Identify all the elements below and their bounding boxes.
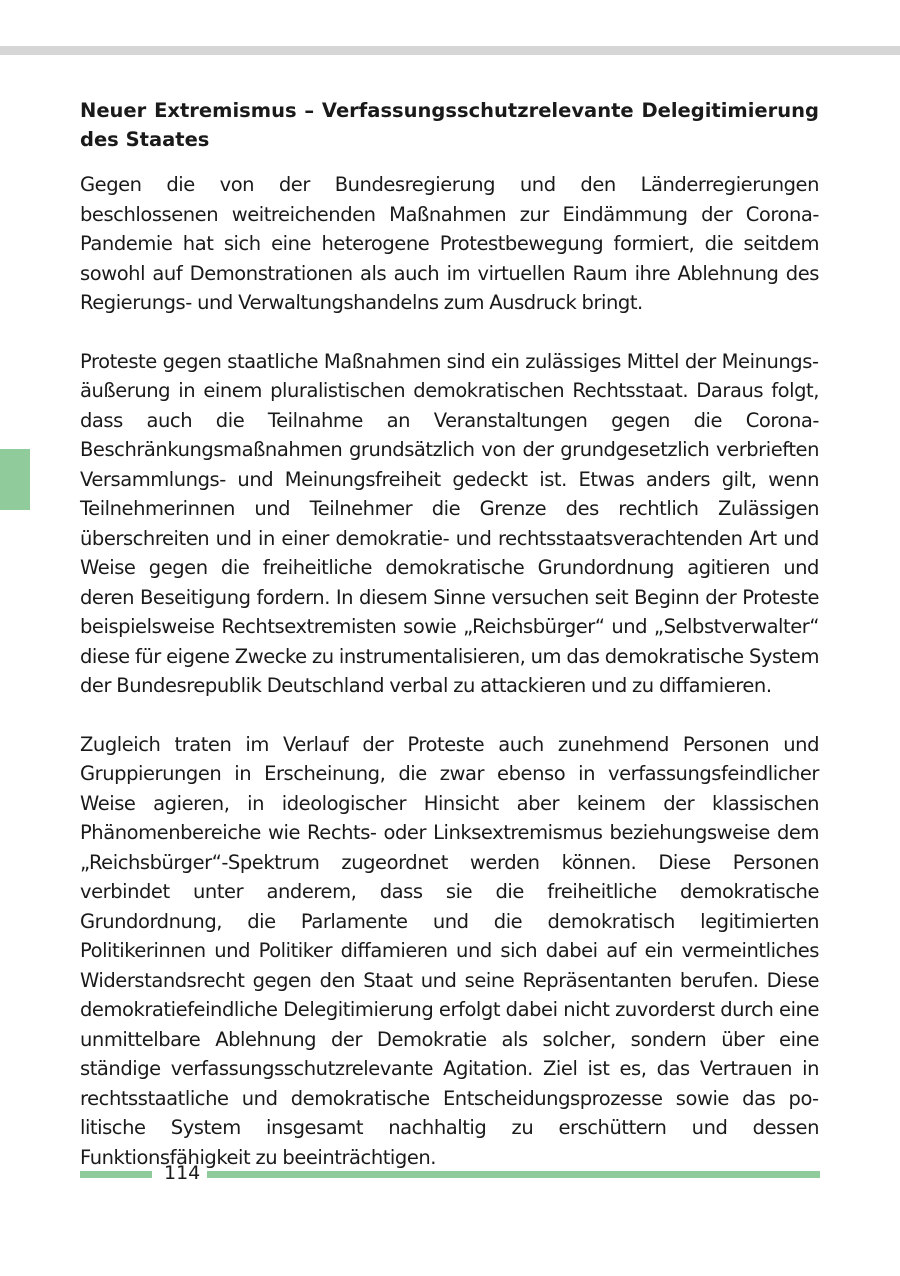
paragraph-2: Proteste gegen staatliche Maßnahmen sind ein zulässiges Mittel der Meinungsäußerung in einem pluralistischen demokratischen Rechtsstaat. Daraus folgt, dass auch die Teilnahme an Veranstaltungen gegen die Corona-Beschränkungsmaßnahmen grundsätzlich von der grundgesetzlich verbrieften Versammlungs- und Meinungsfreiheit gedeckt ist. Etwas anders gilt, wenn Teilnehmerinnen und Teilnehmer die Grenze des rechtlich Zulässigen überschreiten und in einer demokratie- und rechtsstaatsverachtenden Art und Weise gegen die freiheitliche demokratische Grundordnung agitieren und deren Beseitigung fordern. In diesem Sinne versuchen seit Beginn der Proteste beispielsweise Rechtsextremisten sowie „Reichsbürger“ und „Selbstverwalter“ diese für eigene Zwecke zu instrumentalisieren, um das demokratische System der Bundesrepublik Deutschland verbal zu attackieren und zu diffamieren. bbox=[80, 349, 819, 697]
page-footer bbox=[80, 1161, 820, 1185]
page-number: 114 bbox=[164, 1162, 201, 1184]
page-content bbox=[80, 96, 819, 1172]
footer-bar-left bbox=[80, 1171, 152, 1178]
top-rule bbox=[0, 46, 900, 55]
paragraph-1: Gegen die von der Bundesregierung und den Länderregierungen beschlossenen weitreichenden Maßnahmen zur Eindämmung der Corona-Pandemie hat sich eine heterogene Protestbewegung formiert, die seitdem sowohl auf Demonstrationen als auch im virtuellen Raum ihre Ablehnung des Regierungs- und Verwaltungshandelns zum Ausdruck bringt. bbox=[80, 173, 819, 314]
section-heading: Neuer Extremismus – Verfassungsschutzrelevante Delegitimierung des Staates bbox=[80, 99, 819, 151]
footer-bar-right bbox=[207, 1171, 820, 1178]
chapter-side-tab bbox=[0, 449, 30, 510]
paragraph-3: Zugleich traten im Verlauf der Proteste auch zunehmend Personen und Gruppierungen in Erscheinung, die zwar ebenso in verfassungsfeindlicher Weise agieren, in ideologischer Hinsicht aber keinem der klassischen Phänomenbereiche wie Rechts- oder Linksextremismus beziehungsweise dem „Reichsbürger“-Spektrum zugeordnet werden können. Diese Personen verbindet unter anderem, dass sie die freiheitliche demokratische Grundordnung, die Parlamente und die demokratisch legitimierten Politikerinnen und Politiker diffamieren und sich dabei auf ein vermeintliches Widerstandsrecht gegen den Staat und seine Repräsentanten berufen. Diese demokratiefeindliche Delegitimierung erfolgt dabei nicht zuvorderst durch eine unmittelbare Ablehnung der Demokratie als solcher, sondern über eine ständige verfassungsschutzrelevante Agitation. Ziel ist es, das Vertrauen in rechtsstaatliche und demokratische Entscheidungsprozesse sowie das politische System insgesamt nachhaltig zu erschüttern und dessen Funktionsfähigkeit zu beeinträchtigen. bbox=[80, 732, 819, 1169]
